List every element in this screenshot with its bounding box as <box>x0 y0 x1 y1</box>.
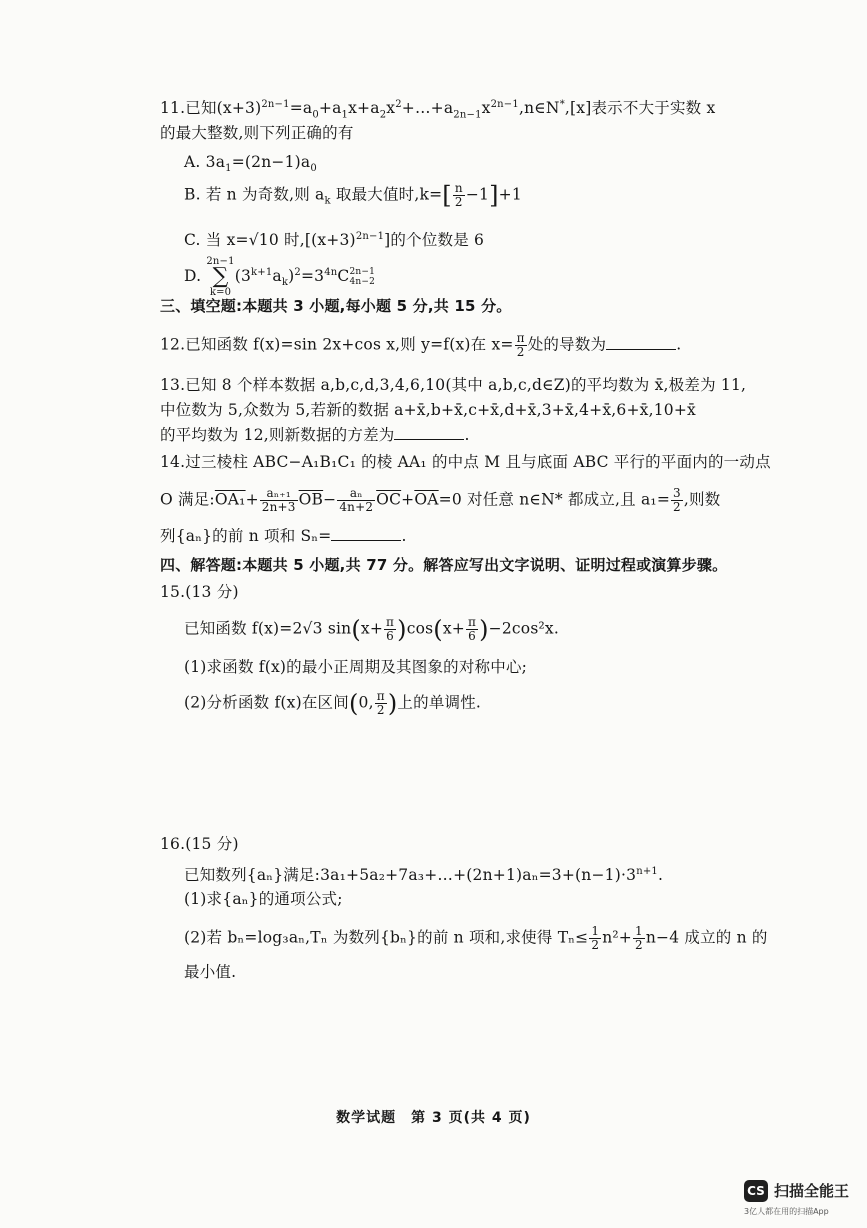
q11-text: x <box>481 99 491 118</box>
q11-option-c <box>184 225 484 252</box>
q14-text: . <box>401 527 407 545</box>
fraction-n-over-2 <box>453 182 465 209</box>
q11-sub: 1 <box>341 109 349 121</box>
q14-text: ,则数 <box>683 490 721 509</box>
frac-num: 3 <box>673 486 681 500</box>
frac-den: 2 <box>516 345 525 359</box>
frac-den: 2n+3 <box>261 500 296 514</box>
q11-a-text: A. 3a <box>184 153 226 171</box>
vector-oa: $\overline{OA}$ <box>414 490 439 509</box>
q11-exp: 2 <box>395 99 402 110</box>
paren-left: ( <box>348 689 359 718</box>
q11-b-sub: k <box>324 195 331 207</box>
q11-text: x <box>386 99 396 118</box>
q16-part2 <box>184 925 768 952</box>
q11-c-text: ]的个位数是 6 <box>384 231 485 250</box>
frac-num: 1 <box>591 924 600 938</box>
combination-indices <box>349 267 375 287</box>
answer-blank <box>331 526 401 541</box>
q11-text: =a <box>289 99 313 118</box>
camscanner-logo-icon: CS <box>744 1180 768 1202</box>
q13-line1: 13.已知 8 个样本数据 a,b,c,d,3,4,6,10(其中 a,b,c,d∈Z)的平均数为 x̄,极差为 11, <box>160 376 747 394</box>
q15-text: 0, <box>358 693 374 712</box>
q16-text: n−4 成立的 n 的 <box>645 928 768 947</box>
q11-d-text: C <box>337 267 350 285</box>
q15-text: 上的单调性. <box>397 693 482 712</box>
fraction-pi-over-6 <box>466 616 478 643</box>
q15-text: 已知函数 f(x)=2√3 sin <box>184 619 352 638</box>
q11-sub: 2 <box>379 109 387 121</box>
frac-num: aₙ <box>337 487 375 501</box>
comb-upper: 2n−1 <box>349 267 376 277</box>
page-footer: 数学试题 第 3 页(共 4 页) <box>336 1110 531 1126</box>
answer-blank <box>394 425 464 440</box>
q11-d-exp: 4n <box>324 266 338 278</box>
q11-a-sub: 1 <box>225 163 232 175</box>
q14-text: =0 对任意 n∈N* 都成立,且 a₁= <box>438 490 671 509</box>
frac-num: n <box>454 181 463 195</box>
q11-a-text: =(2n−1)a <box>231 153 311 171</box>
fraction-pi-over-2 <box>515 332 527 359</box>
vector-ob: $\overline{OB}$ <box>298 490 324 509</box>
fraction-an-over-4n2 <box>337 487 375 514</box>
q11-d-text: =3 <box>300 267 325 285</box>
q16-text: . <box>657 866 664 885</box>
q15-text: x+ <box>442 619 465 638</box>
q11-text: ,n∈N <box>518 99 560 118</box>
q16-text: n²+ <box>602 928 632 947</box>
q13-line3 <box>160 423 470 447</box>
q14-line3 <box>160 524 407 548</box>
q14-line1: 14.过三棱柱 ABC−A₁B₁C₁ 的棱 AA₁ 的中点 M 且与底面 ABC 平行的平面内的一动点 <box>160 453 771 471</box>
q16-part1: (1)求{aₙ}的通项公式; <box>184 890 343 908</box>
q11-d-exp: 2 <box>294 266 301 278</box>
q12 <box>160 332 681 359</box>
q13-text: . <box>464 426 470 444</box>
paren-left: ( <box>351 615 361 644</box>
camscanner-tagline: 3亿人都在用的扫描App <box>744 1207 829 1216</box>
q11-exp: 2n−1 <box>490 99 519 110</box>
q15-text: x+ <box>360 619 384 638</box>
q16-text: (2)若 bₙ=log₃aₙ,Tₙ 为数列{bₙ}的前 n 项和,求使得 Tₙ≤ <box>184 928 589 947</box>
q11-sub: 0 <box>312 109 319 121</box>
q15-part2 <box>184 690 481 717</box>
q11-d-sub: k <box>281 277 289 289</box>
q15-statement <box>184 616 559 643</box>
q11-d-text: a <box>272 267 282 285</box>
q14-text: 列{aₙ}的前 n 项和 Sₙ= <box>160 527 332 545</box>
q14-line2 <box>160 487 720 514</box>
fraction-3-over-2 <box>671 487 683 514</box>
frac-den: 2 <box>591 938 600 952</box>
sum-lower: k=0 <box>209 287 232 298</box>
fraction-1-over-2 <box>589 925 601 952</box>
floor-bracket-left: [ <box>442 181 452 210</box>
q11-c-exp: 2n−1 <box>355 231 385 242</box>
q15-text: cos <box>406 619 434 638</box>
vector-oc: $\overline{OC}$ <box>376 490 402 509</box>
q11-text: +…+a <box>401 99 454 118</box>
q16-exp: n+1 <box>636 866 658 877</box>
paren-right: ) <box>387 689 398 718</box>
q16-header: 16.(15 分) <box>160 835 239 853</box>
frac-num: aₙ₊₁ <box>260 487 298 501</box>
answer-blank <box>606 335 676 350</box>
section-4-title: 四、解答题:本题共 5 小题,共 77 分。解答应写出文字说明、证明过程或演算步骤。 <box>160 556 728 574</box>
q13-text: 的平均数为 12,则新数据的方差为 <box>160 426 395 444</box>
fraction-pi-over-6 <box>384 616 396 643</box>
q11-exp: * <box>559 99 565 110</box>
q11-line2: 的最大整数,则下列正确的有 <box>160 124 354 142</box>
q11-d-exp: k+1 <box>251 266 273 278</box>
q15-text: (2)分析函数 f(x)在区间 <box>184 693 349 712</box>
paren-left: ( <box>433 615 443 644</box>
sum-upper: 2n−1 <box>206 256 235 267</box>
frac-den: 2 <box>673 500 681 514</box>
frac-den: 2 <box>454 195 463 209</box>
q11-d-text: ) <box>288 267 295 285</box>
paren-right: ) <box>479 615 489 644</box>
q11-d-text: (3 <box>234 267 252 285</box>
paren-right: ) <box>397 615 407 644</box>
q14-text: + <box>401 490 415 509</box>
q11-b-text: B. 若 n 为奇数,则 a <box>184 185 325 204</box>
frac-num: π <box>468 615 477 629</box>
q14-text: − <box>323 490 337 509</box>
frac-den: 2 <box>634 938 643 952</box>
fraction-1-over-2 <box>633 925 645 952</box>
frac-num: π <box>516 331 525 345</box>
summation <box>206 256 234 298</box>
camscanner-name: 扫描全能王 <box>774 1182 850 1200</box>
q16-text: 已知数列{aₙ}满足:3a₁+5a₂+7a₃+…+(2n+1)aₙ=3+(n−1)·3 <box>184 866 637 885</box>
q11-text: x+a <box>348 99 380 118</box>
q15-part1: (1)求函数 f(x)的最小正周期及其图象的对称中心; <box>184 658 528 676</box>
comb-lower: 4n−2 <box>349 277 376 287</box>
q11-option-d <box>184 256 375 298</box>
frac-den: 6 <box>386 629 394 643</box>
frac-num: 1 <box>634 924 643 938</box>
frac-num: π <box>376 689 385 703</box>
q15-header: 15.(13 分) <box>160 583 239 601</box>
fraction-an1-over-2n3 <box>260 487 298 514</box>
q11-text: 11.已知(x+3) <box>160 99 262 118</box>
q12-text: . <box>676 335 682 354</box>
q16-part2-cont: 最小值. <box>184 963 237 981</box>
sigma-symbol: ∑ <box>212 264 229 289</box>
q11-option-b <box>184 182 522 214</box>
q11-a-sub: 0 <box>310 163 317 175</box>
q11-c-text: C. 当 x=√10 时,[(x+3) <box>184 231 356 250</box>
q11-text: +a <box>318 99 342 118</box>
q11-b-text: +1 <box>498 185 522 204</box>
q14-text: O 满足: <box>160 490 215 509</box>
q11-text: ,[x]表示不大于实数 x <box>564 99 716 118</box>
fraction-pi-over-2 <box>375 690 387 717</box>
q12-text: 处的导数为 <box>527 335 607 354</box>
q11-option-a <box>184 150 317 181</box>
q16-statement <box>184 860 663 887</box>
q12-text: 12.已知函数 f(x)=sin 2x+cos x,则 y=f(x)在 x= <box>160 335 514 354</box>
camscanner-watermark <box>744 1178 854 1218</box>
frac-den: 2 <box>376 703 385 717</box>
q11-sub: 2n−1 <box>453 109 482 121</box>
vector-oa1: OA₁ <box>214 490 246 509</box>
q11-b-text: 取最大值时,k= <box>330 185 443 204</box>
frac-den: 6 <box>468 629 476 643</box>
q11-exp: 2n−1 <box>261 99 290 110</box>
frac-den: 4n+2 <box>339 500 374 514</box>
q15-text: −2cos²x. <box>488 619 559 638</box>
q13-line2: 中位数为 5,众数为 5,若新的数据 a+x̄,b+x̄,c+x̄,d+x̄,3+x̄,4+x̄,6+x̄,10+x̄ <box>160 401 696 419</box>
q11-d-text: D. <box>184 267 207 285</box>
floor-bracket-right: ] <box>489 181 499 210</box>
q14-text: + <box>245 490 259 509</box>
frac-num: π <box>386 615 395 629</box>
q11-b-text: −1 <box>465 185 490 204</box>
section-3-title: 三、填空题:本题共 3 小题,每小题 5 分,共 15 分。 <box>160 297 512 315</box>
